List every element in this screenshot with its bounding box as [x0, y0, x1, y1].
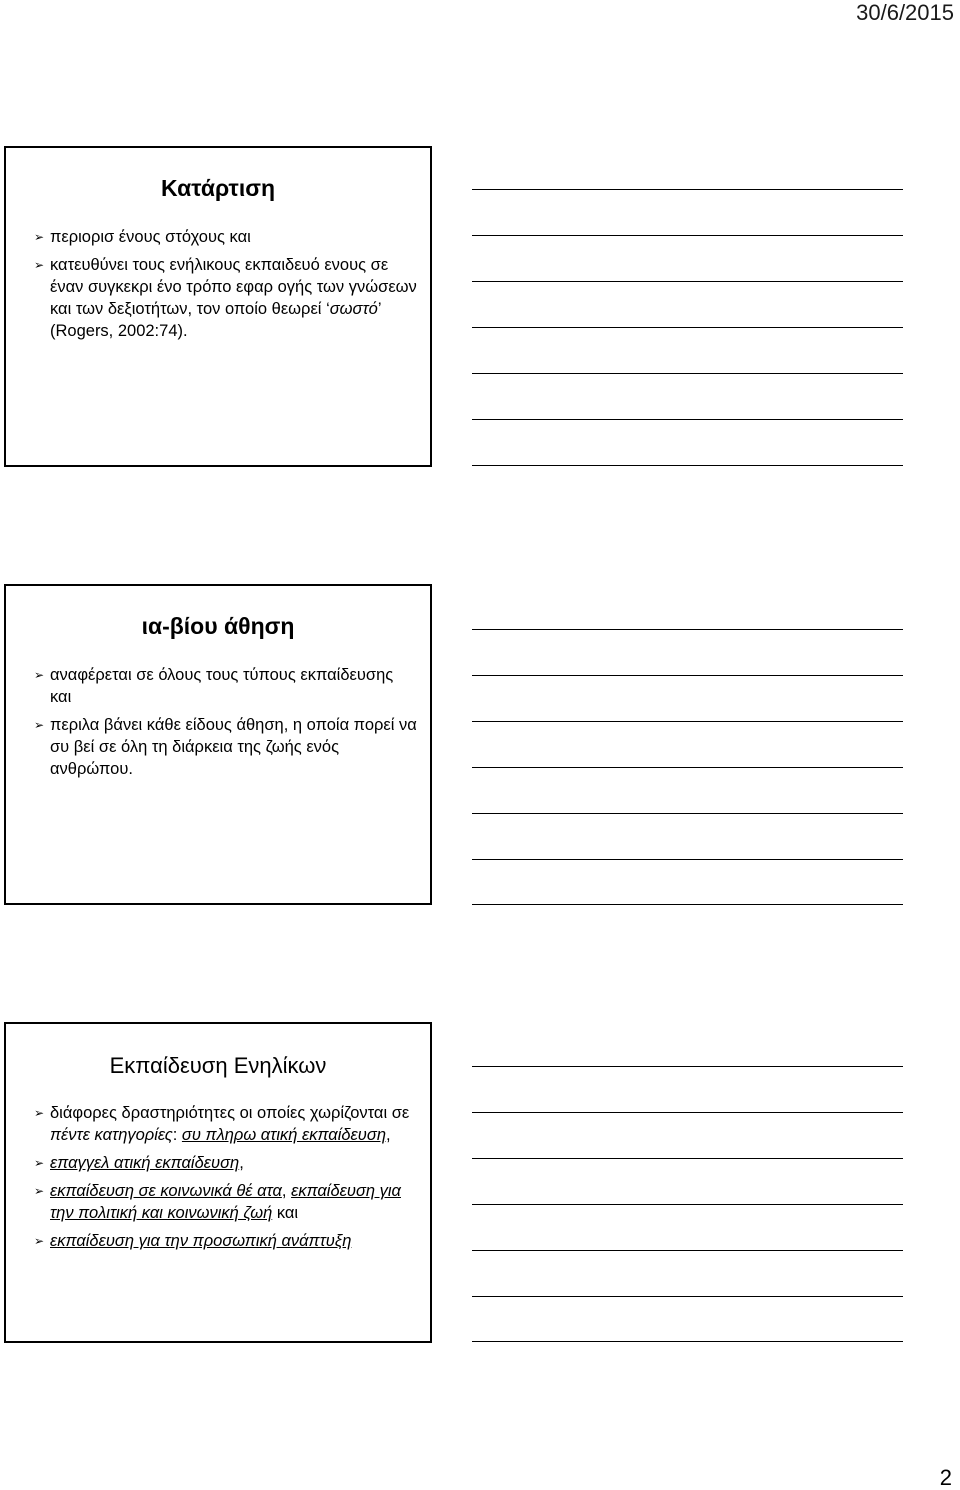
slide-dia-viou-mathisi [4, 584, 432, 905]
note-line [472, 327, 903, 328]
bullet-text: κατευθύνει τους ενήλικους εκπαιδευό ενους σε έναν συγκεκρι ένο τρόπο εφαρ ογής των γνώσεων και των δεξιοτήτων, τον οποίο θεωρεί [50, 256, 417, 318]
bullet-punct: , [239, 1154, 244, 1172]
note-line [472, 235, 903, 236]
arrow-bullet-icon: ➢ [34, 258, 45, 272]
arrow-bullet-icon: ➢ [34, 1106, 45, 1120]
list-item [34, 1102, 418, 1146]
bullet-text: περιλα βάνει κάθε είδους άθηση, η οποία πορεί να συ βεί σε όλη τη διάρκεια της ζωής ενός ανθρώπου. [50, 716, 417, 778]
bullet-list [34, 226, 418, 348]
arrow-bullet-icon: ➢ [34, 230, 45, 244]
bullet-underlined-text: εκπαίδευση για την πολιτική και κοινωνική ζωή [50, 1182, 401, 1222]
bullet-underlined-text: επαγγελ ατική εκπαίδευση [50, 1154, 240, 1172]
note-line [472, 1296, 903, 1297]
note-line [472, 859, 903, 860]
note-line [472, 1250, 903, 1251]
bullet-italic-text: πέντε κατηγορίες [50, 1126, 173, 1144]
note-line [472, 1112, 903, 1113]
bullet-underlined-text: εκπαίδευση για την προσωπική ανάπτυξη [50, 1232, 352, 1250]
note-line [472, 419, 903, 420]
page-number: 2 [939, 1465, 952, 1490]
bullet-punct: , [281, 1182, 287, 1200]
slide-title: Εκπαίδευση Ενηλίκων [109, 1053, 327, 1078]
slide-ekpaideusi-enilikon [4, 1022, 432, 1343]
bullet-punct: , [386, 1126, 391, 1144]
list-item [34, 1180, 418, 1224]
note-line [472, 813, 903, 814]
header-date: 30/6/2015 [856, 0, 954, 25]
bullet-underlined-text: συ πληρω ατική εκπαίδευση [181, 1126, 386, 1144]
bullet-punct: και [272, 1204, 299, 1222]
arrow-bullet-icon: ➢ [34, 668, 45, 682]
slide-katartisi [4, 146, 432, 467]
arrow-bullet-icon: ➢ [34, 718, 45, 732]
note-line [472, 1066, 903, 1067]
note-line [472, 1158, 903, 1159]
list-item [34, 664, 418, 708]
note-line [472, 721, 903, 722]
note-line [472, 281, 903, 282]
bullet-punct: : [172, 1126, 178, 1144]
slide-title: ια-βίου άθηση [141, 613, 295, 639]
arrow-bullet-icon: ➢ [34, 1234, 45, 1248]
bullet-text: περιορισ ένους στόχους και [50, 228, 251, 246]
note-line [472, 767, 903, 768]
list-item: ➢ κατευθύνει τους ενήλικους εκπαιδευό ενους σε έναν συγκεκρι ένο τρόπο εφαρ ογής των γνώσεων και των δεξιοτήτων, τον οποίο θεωρεί ‘σωστό’ (Rogers, 2002:74). [34, 256, 417, 340]
list-item [34, 1230, 418, 1252]
arrow-bullet-icon: ➢ [34, 1184, 45, 1198]
bullet-italic-text: σωστό [329, 300, 378, 318]
arrow-bullet-icon: ➢ [34, 1156, 45, 1170]
bullet-list [34, 1102, 418, 1258]
bullet-text: αναφέρεται σε όλους τους τύπους εκπαίδευσης και [50, 666, 394, 706]
bullet-underlined-text: εκπαίδευση σε κοινωνικά θέ ατα [50, 1182, 282, 1200]
list-item [34, 1152, 418, 1174]
note-line [472, 1341, 903, 1342]
note-line [472, 675, 903, 676]
slide-title: Κατάρτιση [160, 175, 275, 201]
note-line [472, 1204, 903, 1205]
note-line [472, 373, 903, 374]
bullet-text: διάφορες δραστηριότητες οι οποίες χωρίζονται σε [50, 1104, 410, 1122]
bullet-list [34, 664, 418, 786]
note-line [472, 465, 903, 466]
list-item [34, 714, 418, 780]
note-line [472, 629, 903, 630]
note-line [472, 904, 903, 905]
list-item [34, 226, 418, 248]
bullet-citation: (Rogers, 2002:74). [50, 322, 188, 340]
note-line [472, 189, 903, 190]
